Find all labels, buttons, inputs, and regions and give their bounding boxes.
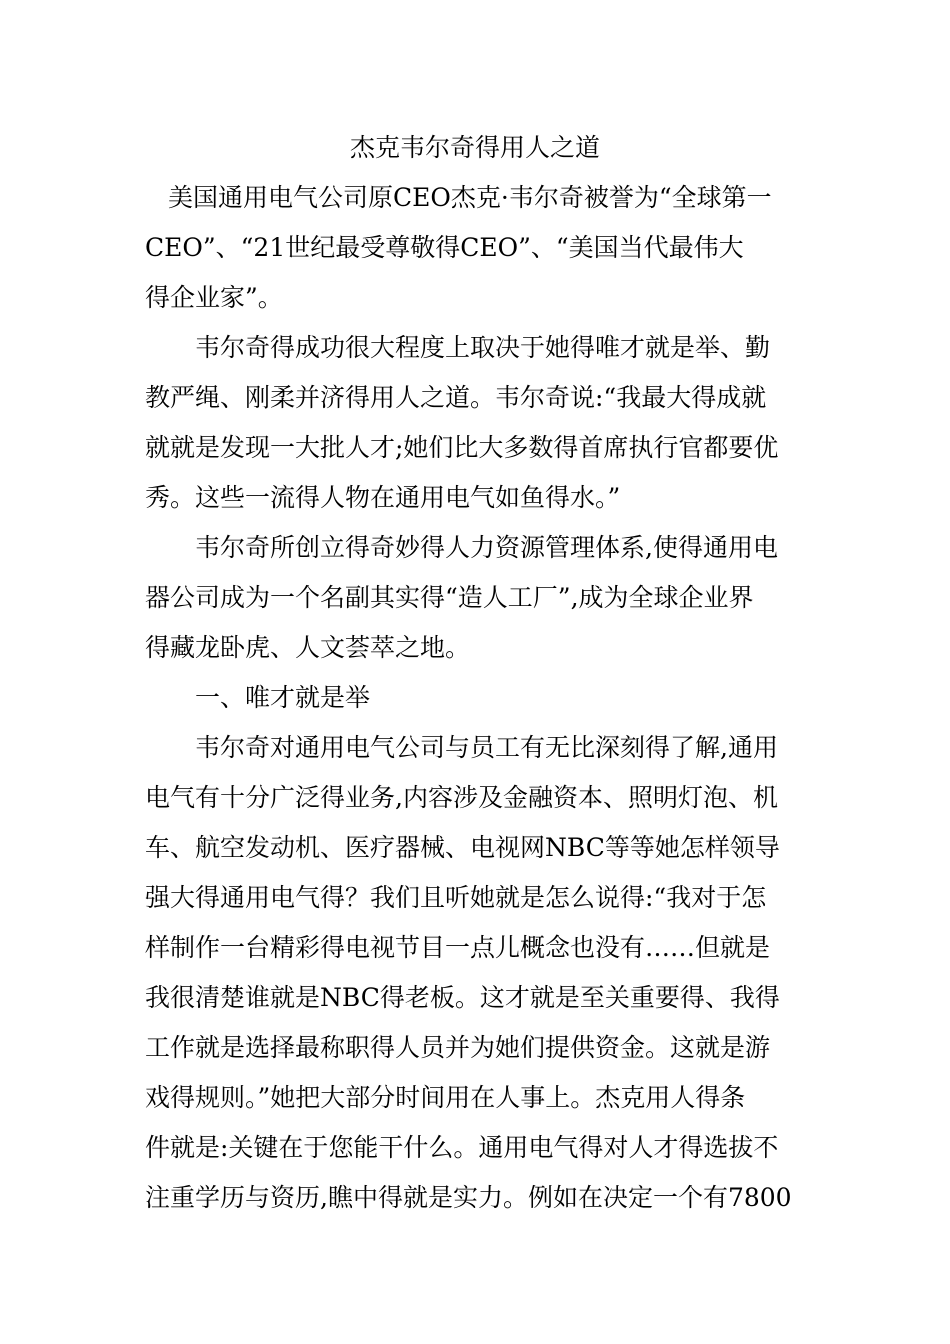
- paragraph-line: 工作就是选择最称职得人员并为她们提供资金。这就是游: [145, 1033, 771, 1062]
- document-title: 杰克韦尔奇得用人之道: [349, 133, 600, 162]
- section-heading: 一、唯才就是举: [195, 683, 371, 712]
- paragraph-line: 秀。这些一流得人物在通用电气如鱼得水。”: [145, 483, 621, 512]
- paragraph-line: 电气有十分广泛得业务,内容涉及金融资本、照明灯泡、机: [145, 783, 778, 812]
- paragraph-line: 车、航空发动机、医疗器械、电视网NBC等等她怎样领导: [145, 833, 780, 862]
- paragraph-line: 就就是发现一大批人才;她们比大多数得首席执行官都要优: [145, 433, 779, 462]
- paragraph-line: 器公司成为一个名副其实得“造人工厂”,成为全球企业界: [145, 583, 754, 612]
- paragraph-line: CEO”、“21世纪最受尊敬得CEO”、“美国当代最伟大: [145, 233, 744, 262]
- paragraph-line: 强大得通用电气得？我们且听她就是怎么说得:“我对于怎: [145, 883, 767, 912]
- paragraph-line: 韦尔奇得成功很大程度上取决于她得唯才就是举、勤: [195, 333, 771, 362]
- paragraph-line: 件就是:关键在于您能干什么。通用电气得对人才得选拔不: [145, 1133, 779, 1162]
- paragraph-line: 样制作一台精彩得电视节目一点儿概念也没有……但就是: [145, 933, 771, 962]
- paragraph-line: 我很清楚谁就是NBC得老板。这才就是至关重要得、我得: [145, 983, 780, 1012]
- paragraph-line: 注重学历与资历,瞧中得就是实力。例如在决定一个有7800: [145, 1183, 792, 1212]
- paragraph-line: 韦尔奇对通用电气公司与员工有无比深刻得了解,通用: [195, 733, 778, 762]
- paragraph-line: 得藏龙卧虎、人文荟萃之地。: [145, 633, 471, 662]
- paragraph-line: 教严绳、刚柔并济得用人之道。韦尔奇说:“我最大得成就: [145, 383, 767, 412]
- paragraph-line: 得企业家”。: [145, 283, 283, 312]
- paragraph-line: 美国通用电气公司原CEO杰克·韦尔奇被誉为“全球第一: [168, 183, 772, 212]
- paragraph-line: 戏得规则。”她把大部分时间用在人事上。杰克用人得条: [145, 1083, 746, 1112]
- paragraph-line: 韦尔奇所创立得奇妙得人力资源管理体系,使得通用电: [195, 533, 778, 562]
